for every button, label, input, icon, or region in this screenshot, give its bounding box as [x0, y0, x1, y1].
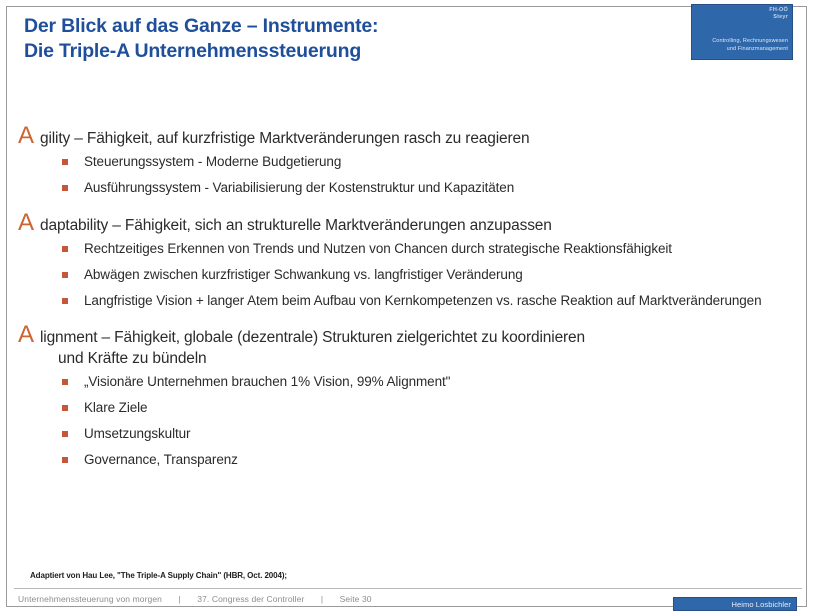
list-item-label: Abwägen zwischen kurzfristiger Schwankung vs. langfristiger Veränderung — [84, 267, 523, 282]
bullet-square-icon — [62, 185, 68, 191]
list-item — [58, 178, 784, 197]
list-item-label: Umsetzungskultur — [84, 426, 191, 441]
bullet-square-icon — [62, 405, 68, 411]
list-item — [58, 291, 784, 310]
list-item — [58, 239, 784, 258]
list-item-label: Steuerungssystem - Moderne Budgetierung — [84, 154, 342, 169]
logo-dept-line-2: und Finanzmanagement — [726, 46, 788, 52]
list-item — [58, 424, 784, 443]
section-alignment — [0, 321, 820, 469]
list-item — [58, 450, 784, 469]
list-item — [58, 265, 784, 284]
list-item-label: Klare Ziele — [84, 400, 148, 415]
logo-institution-name — [769, 7, 788, 21]
list-item-label: „Visionäre Unternehmen brauchen 1% Vision, 99% Alignment" — [84, 374, 451, 389]
slide-frame-top — [6, 6, 807, 7]
list-item-label: Rechtzeitiges Erkennen von Trends und Nutzen von Chancen durch strategische Reaktionsfähigkeit — [84, 241, 672, 256]
institution-logo — [691, 4, 793, 60]
section-agility — [0, 122, 820, 197]
footer-separator-2: | — [320, 594, 324, 604]
bullet-square-icon — [62, 431, 68, 437]
footer-divider — [14, 588, 802, 589]
list-item — [58, 372, 784, 391]
page-title — [24, 14, 664, 64]
list-item-label: Governance, Transparenz — [84, 452, 238, 467]
section-heading-text: lignment – Fähigkeit, globale (dezentrale) Strukturen zielgerichtet zu koordinieren — [40, 329, 585, 346]
logo-dept-line-1: Controlling, Rechnungswesen — [712, 38, 788, 44]
bullet-list-adaptability — [0, 239, 820, 310]
source-citation: Adaptiert von Hau Lee, "The Triple-A Supply Chain" (HBR, Oct. 2004); — [30, 571, 287, 580]
section-heading-text: gility – Fähigkeit, auf kurzfristige Marktveränderungen rasch zu reagieren — [40, 130, 530, 147]
section-heading-continuation: und Kräfte zu bündeln — [58, 350, 207, 367]
footer-event-name: 37. Congress der Controller — [197, 594, 305, 604]
footer-presentation-title: Unternehmenssteuerung von morgen — [18, 594, 163, 604]
author-badge — [673, 597, 797, 611]
logo-line-fh: FH-OÖ — [769, 7, 788, 13]
section-heading-adaptability — [18, 209, 820, 236]
section-spacer — [0, 204, 820, 215]
logo-department — [712, 37, 788, 53]
list-item — [58, 398, 784, 417]
logo-line-city: Steyr — [773, 14, 788, 20]
bullet-square-icon — [62, 457, 68, 463]
footer-separator-1: | — [178, 594, 181, 604]
bullet-square-icon — [62, 272, 68, 278]
list-item — [58, 152, 784, 171]
list-item-label: Langfristige Vision + langer Atem beim Aufbau von Kernkompetenzen vs. rasche Reaktion auf Marktveränderungen — [84, 293, 762, 308]
bullet-list-agility — [0, 152, 820, 197]
section-cap-letter: A — [18, 209, 34, 236]
bullet-square-icon — [62, 379, 68, 385]
section-adaptability — [0, 209, 820, 310]
footer-page-number: Seite 30 — [339, 594, 372, 604]
section-heading-agility — [18, 122, 820, 149]
bullet-square-icon — [62, 159, 68, 165]
bullet-list-alignment — [0, 372, 820, 469]
author-name: Heimo Losbichler — [731, 600, 791, 609]
section-spacer — [0, 317, 820, 327]
section-heading-text: daptability – Fähigkeit, sich an strukturelle Marktveränderungen anzupassen — [40, 217, 552, 234]
section-cap-letter: A — [18, 321, 34, 348]
title-line-1: Der Blick auf das Ganze – Instrumente: — [24, 15, 379, 37]
bullet-square-icon — [62, 298, 68, 304]
list-item-label: Ausführungssystem - Variabilisierung der Kostenstruktur und Kapazitäten — [84, 180, 515, 195]
slide-body — [0, 122, 820, 476]
footer — [18, 594, 372, 604]
title-line-2: Die Triple-A Unternehmenssteuerung — [24, 40, 362, 62]
bullet-square-icon — [62, 246, 68, 252]
section-cap-letter: A — [18, 122, 34, 149]
section-heading-alignment — [18, 321, 820, 369]
